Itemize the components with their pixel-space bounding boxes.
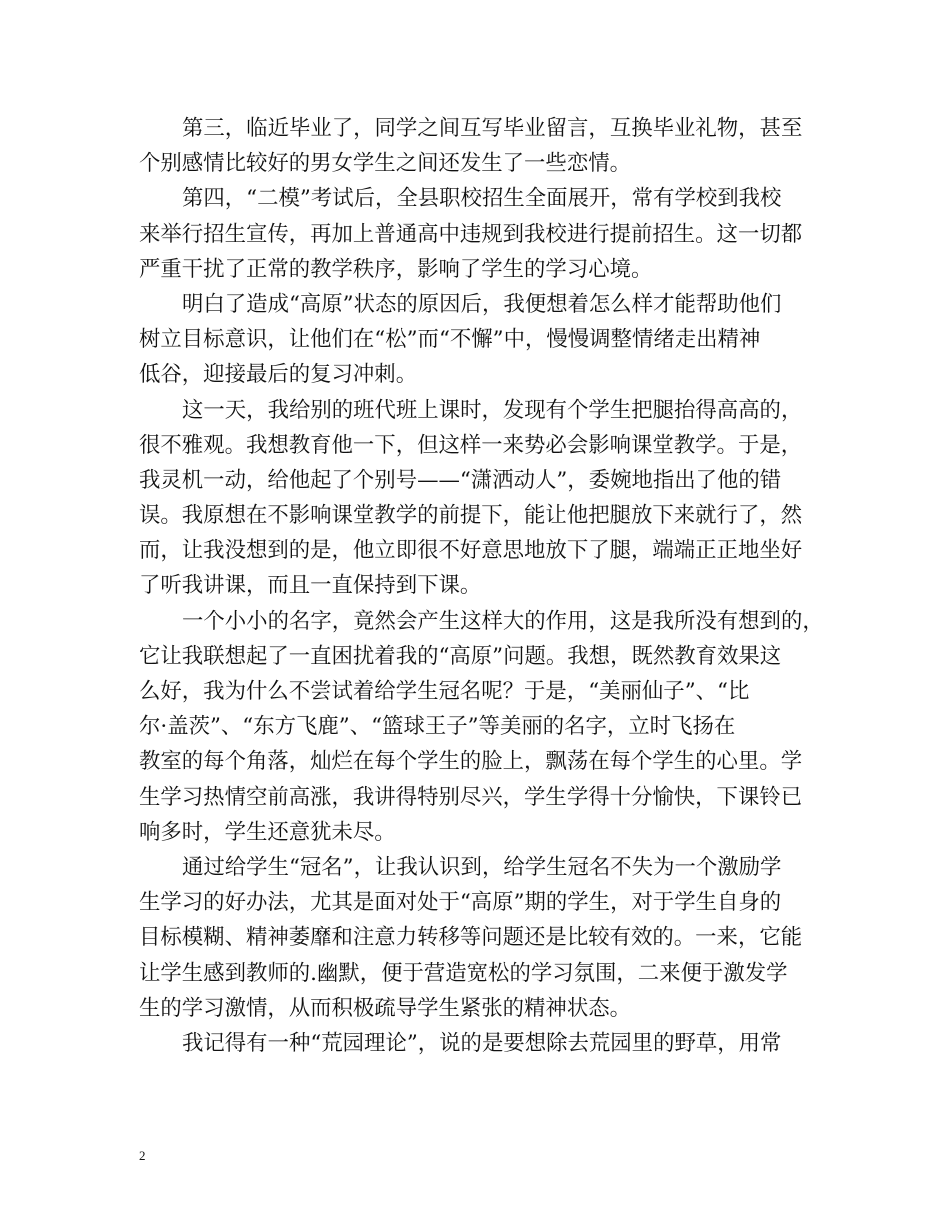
text-line: 教室的每个角落，灿烂在每个学生的脸上，飘荡在每个学生的心里。学 — [139, 749, 803, 775]
text-line: 这一天，我给别的班代班上课时，发现有个学生把腿抬得高高的， — [182, 397, 803, 423]
body-text — [139, 111, 829, 1061]
text-line: 生学习热情空前高涨，我讲得特别尽兴，学生学得十分愉快，下课铃已 — [139, 784, 803, 810]
text-line: 尔·盖茨”、“东方飞鹿”、“篮球王子”等美丽的名字，立时飞扬在 — [139, 714, 736, 740]
text-line: 通过给学生“冠名”，让我认识到，给学生冠名不失为一个激励学 — [182, 854, 782, 880]
text-line: 我灵机一动，给他起了个别号——“潇洒动人”，委婉地指出了他的错 — [139, 467, 782, 493]
text-line: 很不雅观。我想教育他一下，但这样一来势必会影响课堂教学。于是， — [139, 432, 803, 458]
text-line: 么好，我为什么不尝试着给学生冠名呢？于是，“美丽仙子”、“比 — [139, 679, 750, 704]
text-line: 了听我讲课，而且一直保持到下课。 — [139, 573, 482, 599]
text-line: 严重干扰了正常的教学秩序，影响了学生的学习心境。 — [139, 256, 653, 282]
text-line: 一个小小的名字，竟然会产生这样大的作用，这是我所没有想到的， — [182, 608, 824, 634]
text-line: 误。我原想在不影响课堂教学的前提下，能让他把腿放下来就行了，然 — [139, 503, 803, 529]
text-line: 生的学习激情，从而积极疏导学生紧张的精神状态。 — [139, 995, 631, 1021]
text-line: 来举行招生宣传，再加上普通高中违规到我校进行提前招生。这一切都 — [139, 221, 803, 247]
text-line: 它让我联想起了一直困扰着我的“高原”问题。我想，既然教育效果这 — [139, 643, 782, 669]
text-line: 低谷，迎接最后的复习冲刺。 — [139, 362, 418, 388]
text-line: 第四，“二模”考试后，全县职校招生全面展开，常有学校到我校 — [182, 186, 782, 212]
text-line: 响多时，学生还意犹未尽。 — [139, 819, 396, 845]
text-line: 目标模糊、精神萎靡和注意力转移等问题还是比较有效的。一来，它能 — [139, 925, 803, 951]
text-line: 我记得有一种“荒园理论”，说的是要想除去荒园里的野草，用常 — [182, 1030, 782, 1056]
page-number: 2 — [139, 1148, 146, 1163]
text-line: 树立目标意识，让他们在“松”而“不懈”中，慢慢调整情绪走出精神 — [139, 327, 761, 353]
text-line: 而，让我没想到的是，他立即很不好意思地放下了腿，端端正正地坐好 — [139, 538, 803, 564]
text-line: 明白了造成“高原”状态的原因后，我便想着怎么样才能帮助他们 — [182, 291, 782, 317]
text-line: 让学生感到教师的.幽默，便于营造宽松的学习氛围，二来便于激发学 — [139, 960, 788, 986]
text-line: 个别感情比较好的男女学生之间还发生了一些恋情。 — [139, 151, 631, 177]
text-line: 第三，临近毕业了，同学之间互写毕业留言，互换毕业礼物，甚至 — [182, 116, 803, 141]
text-line: 生学习的好办法，尤其是面对处于“高原”期的学生，对于学生自身的 — [139, 890, 782, 916]
